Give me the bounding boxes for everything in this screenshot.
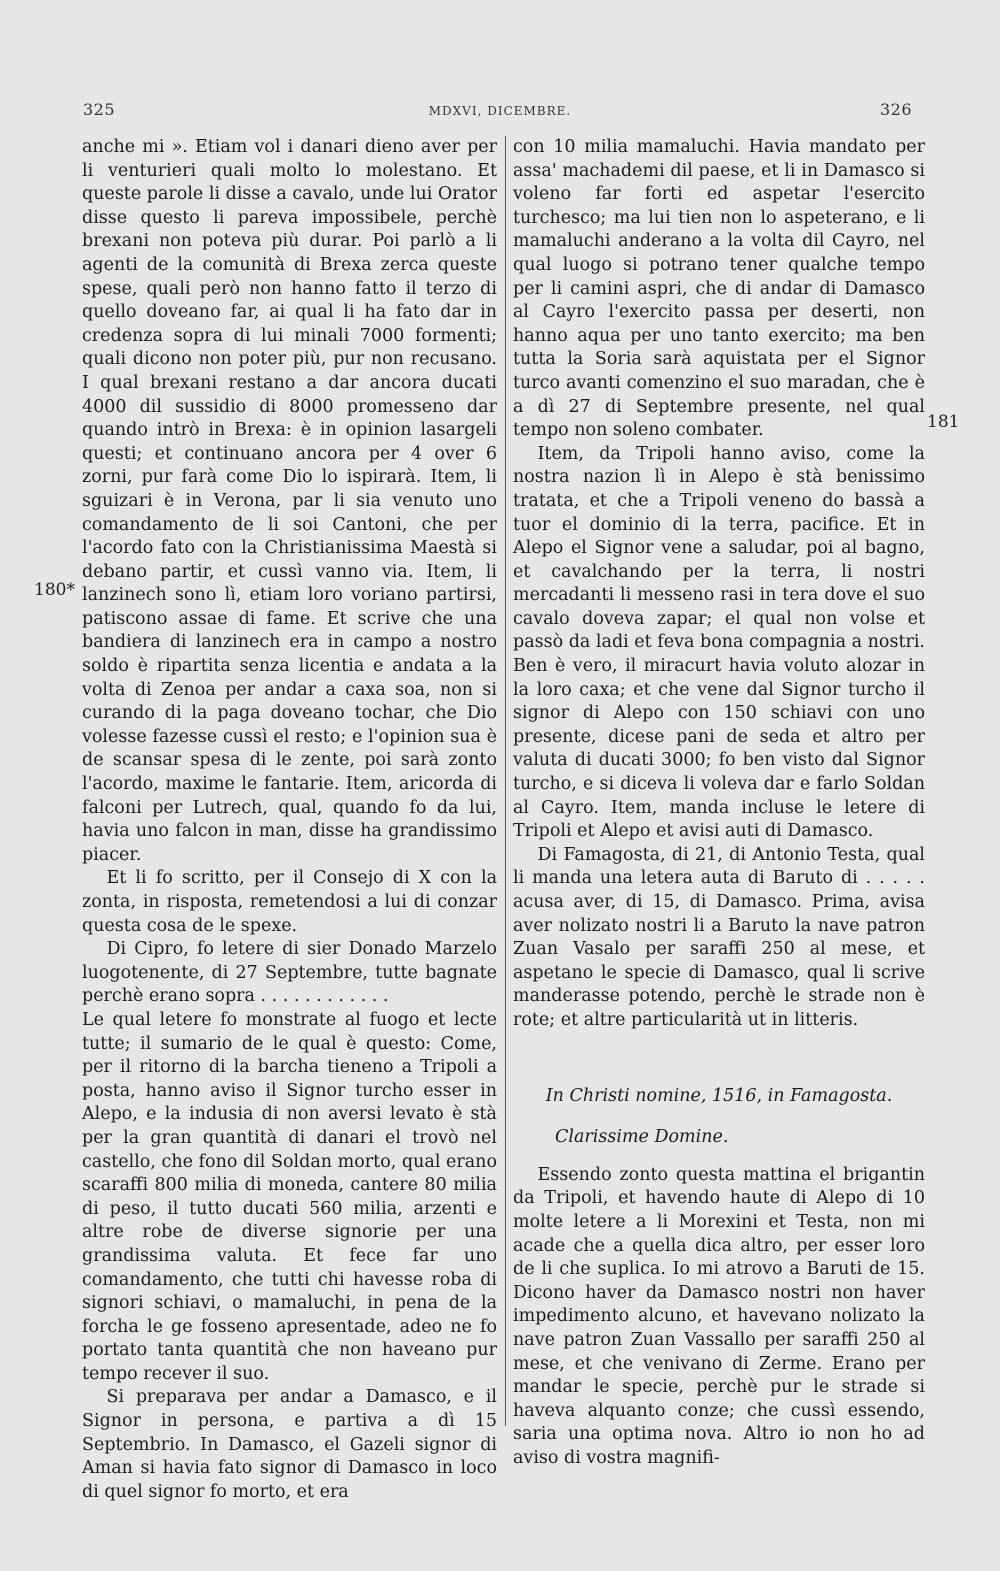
running-title: MDXVI, DICEMBRE. [428,104,572,118]
paragraph: anche mi ». Etiam vol i danari dieno aver per li venturieri quali molto lo molestano. Et queste parole li disse a cavalo, unde lui Orator disse questo li pareva impossibele, perchè brexani non poteva più durar. Poi parlò a li agenti de la comunità di Brexa zerca queste spese, quali però non hanno fatto il terzo di quello doveano far, ai qual li ha fato dar in credenza sopra di lui minali 7000 formenti; quali dicono non poter più, pur non recusano. I qual brexani restano a dar ancora ducati 4000 dil sussidio di 8000 promesseno dar quando intrò in Brexa: è in opinion lasargeli questi; et continuano ancora per 4 over 6 zorni, pur farà come Dio lo ispirarà. Item, li sguizari è in Verona, par li sia venuto uno comandamento de li soi Cantoni, che per l'acordo fato con la Christianissima Maestà si debano partir, et cussì vanno via. Item, li lanzinech sono lì, etiam loro voriano partirsi, patiscono assae di fame. Et scrive che una bandiera di lanzinech era in campo a nostro soldo è ripartita senza licentia e andata a la volta di Zenoa per andar a caxa soa, non si curando di la paga doveano tochar, che Dio volesse fazesse cussì el resto; e l'opinion sua è de scansar spesa di le zente, poi sarà zonto l'acordo, maxime le fantarie. Item, aricorda di falconi per Lutrech, qual, quando fo da lui, havia uno falcon in man, disse ha grandissimo piacer. [82,137,497,865]
letter-heading: In Christi nomine, 1516, in Famagosta. [545,1085,893,1106]
left-column [82,136,497,1504]
paragraph: Di Famagosta, di 21, di Antonio Testa, qual li manda una letera auta di Baruto di . . . . . acusa aver, di 15, di Damasco. Prima, avisa aver nolizato nostri li a Baruto la nave patron Zuan Vasalo per saraffi 250 al mese, et aspetano le specie di Damasco, qual li scrive manderasse potendo, perchè le strade non è rote; et altre particularità ut in litteris. [513,844,925,1030]
page-number-right: 326 [879,100,912,119]
paragraph: Di Cipro, fo letere di sier Donado Marzelo luogotenente, di 27 Septembre, tutte bagnate perchè erano sopra . . . . . . . . . . . . [82,939,497,1007]
margin-number-right: 181 [927,412,960,432]
letter-salutation: Clarissime Domine. [555,1127,729,1148]
paragraph: Et li fo scritto, per il Consejo di X con la zonta, in risposta, remetendosi a lui di conzar questa cosa de le spexe. [82,868,497,936]
paragraph: Essendo zonto questa mattina el brigantin da Tripoli, et havendo haute di Alepo di 10 molte letere a li Morexini et Testa, non mi acade che a quella dica altro, per esser loro de li che suplica. Io mi atrovo a Baruti de 15. Dicono haver da Damasco nostri non haver impedimento alcuno, et havevano nolizato la nave patron Zuan Vassallo per saraffi 250 al mese, et che venivano di Zerme. Erano per mandar le specie, perchè pur le strade si haveva alquanto conze; che cussì essendo, saria una optima nova. Altro io non ho ad aviso di vostra magnifi- [513,1164,925,1468]
paragraph: con 10 milia mamaluchi. Havia mandato per assa' machademi dil paese, et li in Damasco si voleno far forti ed aspetar l'esercito turchesco; ma lui tien non lo aspeterano, e li mamaluchi anderano a la volta dil Cayro, nel qual luogo si potrano tener qualche tempo per li camini aspri, che di andar di Damasco al Cayro l'exercito passa per deserti, non hanno aqua per uno tanto exercito; ma ben tutta la Soria sarà aquistata per el Signor turco avanti comenzino el suo maradan, che è a dì 27 di Septembre presente, nel qual tempo non soleno combater. [513,137,925,441]
page-number-left: 325 [83,100,116,119]
margin-number-left: 180* [34,580,75,600]
paragraph: Item, da Tripoli hanno aviso, come la nostra nazion lì in Alepo è stà benissimo tratata, et che a Tripoli veneno do bassà a tuor el dominio di la terra, pacifice. Et in Alepo el Signor vene a saludar, poi al bagno, et cavalchando per la terra, li nostri mercadanti li messeno rasi in tera dove el suo cavalo doveva zapar; el qual non volse et passò da ladi et feva bona compagnia a nostri. Ben è vero, il miracurt havia voluto alozar in la loro caxa; et che vene dal Signor turcho il signor di Alepo con 150 schiavi con uno presente, dicese pani de seda et altro per valuta di ducati 3000; fo ben visto dal Signor turcho, e si diceva li voleva dar e farlo Soldan al Cayro. Item, manda incluse le letere di Tripoli et Alepo et avisi auti di Damasco. [513,443,925,842]
column-divider [505,136,506,1426]
paragraph: Le qual letere fo monstrate al fuogo et lecte tutte; il sumario de le qual è questo: Come, per il ritorno di la barcha tieneno a Tripoli a posta, hanno aviso il Signor turcho esser in Alepo, e la indusia di non aversi levato è stà per la gran quantità di danari el trovò nel castello, che fono dil Soldan morto, qual erano scaraffi 800 milia di moneda, cantere 80 milia di peso, il tutto ducati 560 milia, arzenti e altre robe de diverse signorie per una grandissima valuta. Et fece far uno comandamento, che tutti chi havesse roba di signori schiavi, o mamaluchi, in pena de la forcha le ge fosseno apresentade, adeo ne fo portato tanta quantità che non haveano pur tempo recever il suo. [82,1009,497,1384]
right-column [513,136,925,1470]
paragraph: Si preparava per andar a Damasco, e il Signor in persona, e partiva a dì 15 Septembrio. In Damasco, el Gazeli signor di Aman si havia fato signor di Damasco in loco di quel signor fo morto, et era [82,1387,497,1502]
